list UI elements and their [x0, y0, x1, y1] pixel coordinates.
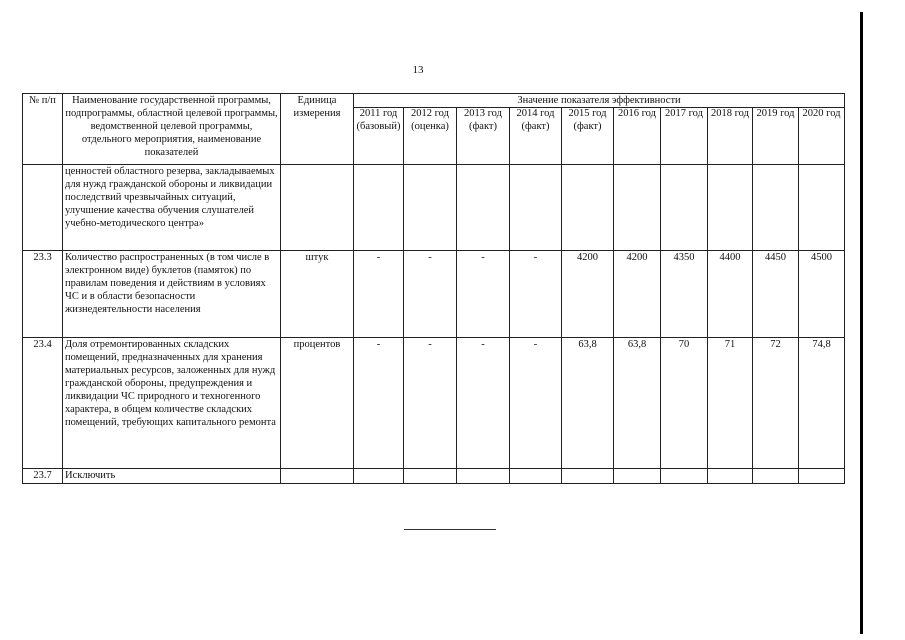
row-value: [753, 165, 799, 251]
row-value: [614, 165, 661, 251]
row-num: [23, 165, 63, 251]
row-value: [510, 469, 562, 484]
row-value: -: [404, 338, 457, 469]
row-value: [457, 469, 510, 484]
row-value: [614, 469, 661, 484]
header-year-2017: 2017 год: [661, 108, 708, 165]
header-num: № п/п: [23, 94, 63, 165]
row-value: [510, 165, 562, 251]
row-unit: штук: [281, 251, 354, 338]
row-value: [404, 469, 457, 484]
row-num: 23.4: [23, 338, 63, 469]
row-name: Исключить: [63, 469, 281, 484]
row-value: [799, 469, 845, 484]
row-value: [562, 469, 614, 484]
row-value: [753, 469, 799, 484]
row-name: Доля отремонтированных складских помещений, предназначенных для хранения материальных ресурсов, заложенных для нужд гражданской обороны, предупреждения и ликвидации ЧС природного и техногенного характера, в общем количестве складских помещений, требующих капитального ремонта: [63, 338, 281, 469]
row-value: [708, 165, 753, 251]
row-value: -: [404, 251, 457, 338]
row-value: 63,8: [614, 338, 661, 469]
row-num: 23.3: [23, 251, 63, 338]
row-value: 63,8: [562, 338, 614, 469]
header-year-2013: 2013 год (факт): [457, 108, 510, 165]
row-value: -: [457, 251, 510, 338]
row-value: 70: [661, 338, 708, 469]
table-row: [23, 165, 845, 251]
row-value: -: [457, 338, 510, 469]
row-value: -: [354, 338, 404, 469]
header-year-2011: 2011 год (базовый): [354, 108, 404, 165]
row-value: [661, 469, 708, 484]
row-value: -: [354, 251, 404, 338]
row-value: [708, 469, 753, 484]
table-row: [23, 338, 845, 469]
row-value: 4400: [708, 251, 753, 338]
row-value: [354, 165, 404, 251]
row-num: 23.7: [23, 469, 63, 484]
row-value: 4500: [799, 251, 845, 338]
row-value: 74,8: [799, 338, 845, 469]
row-value: [354, 469, 404, 484]
header-year-2020: 2020 год: [799, 108, 845, 165]
table-row: [23, 469, 845, 484]
table-row: [23, 251, 845, 338]
footer-divider: [404, 529, 496, 530]
row-value: [799, 165, 845, 251]
header-year-2016: 2016 год: [614, 108, 661, 165]
header-year-2014: 2014 год (факт): [510, 108, 562, 165]
page-number: 13: [412, 64, 424, 76]
row-value: -: [510, 338, 562, 469]
row-value: 4200: [562, 251, 614, 338]
scan-edge-line: [860, 12, 863, 634]
row-value: [661, 165, 708, 251]
header-year-2018: 2018 год: [708, 108, 753, 165]
header-values-group: Значение показателя эффективности: [354, 94, 845, 108]
header-name: Наименование государственной программы, подпрограммы, областной целевой программы, ведомственной целевой программы, отдельного мероприятия, наименование показателей: [63, 94, 281, 165]
row-name: ценностей областного резерва, закладываемых для нужд гражданской обороны и ликвидации последствий чрезвычайных ситуаций, улучшение качества обучения слушателей учебно-методического центра»: [63, 165, 281, 251]
row-value: 72: [753, 338, 799, 469]
row-unit: [281, 469, 354, 484]
row-value: 71: [708, 338, 753, 469]
row-value: 4200: [614, 251, 661, 338]
row-value: 4450: [753, 251, 799, 338]
row-value: [404, 165, 457, 251]
row-value: [457, 165, 510, 251]
header-year-2015: 2015 год (факт): [562, 108, 614, 165]
header-unit: Единица измерения: [281, 94, 354, 165]
row-unit: [281, 165, 354, 251]
row-value: -: [510, 251, 562, 338]
row-value: 4350: [661, 251, 708, 338]
row-unit: процентов: [281, 338, 354, 469]
header-year-2012: 2012 год (оценка): [404, 108, 457, 165]
row-value: [562, 165, 614, 251]
header-year-2019: 2019 год: [753, 108, 799, 165]
indicators-table: [22, 93, 845, 484]
row-name: Количество распространенных (в том числе в электронном виде) буклетов (памяток) по правилам поведения и действиям в условиях ЧС и в области безопасности жизнедеятельности населения: [63, 251, 281, 338]
